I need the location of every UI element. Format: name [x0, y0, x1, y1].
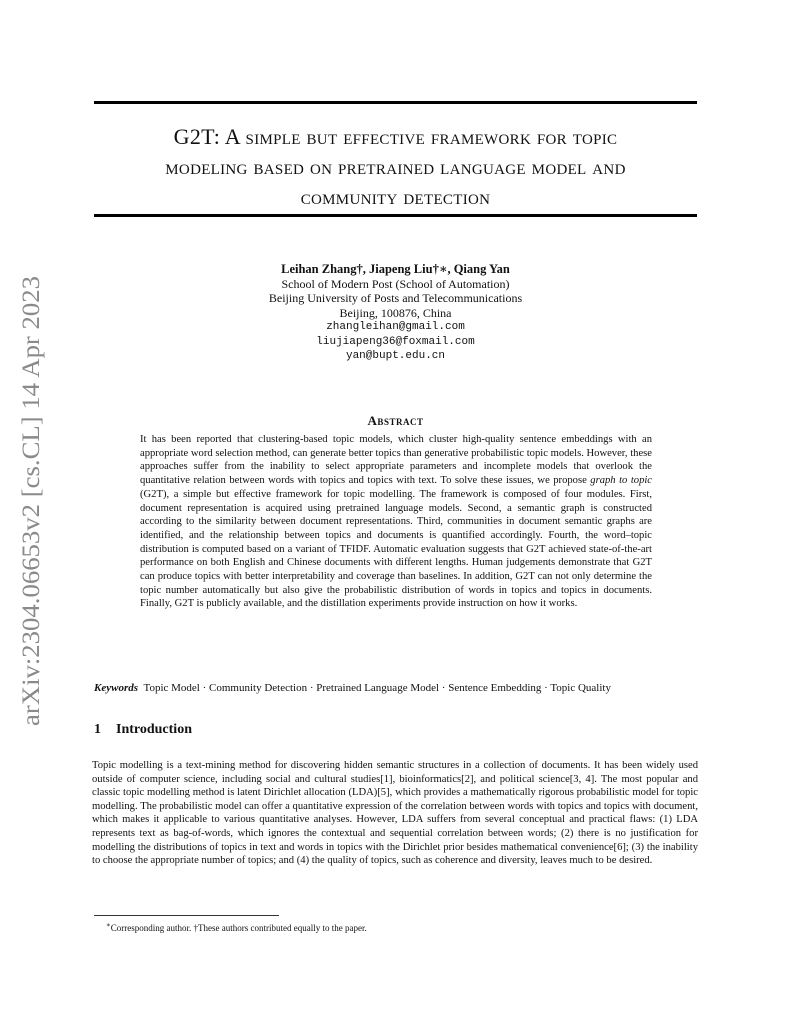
paper-title: [94, 122, 697, 212]
title-bottom-rule: [94, 214, 697, 217]
author-email-3[interactable]: yan@bupt.edu.cn: [345, 350, 446, 362]
title-line-3: community detection: [300, 184, 491, 209]
affiliation-university: Beijing University of Posts and Telecommunications: [268, 291, 523, 305]
footnote-rule: [94, 915, 279, 916]
author-email-2[interactable]: liujiapeng36@foxmail.com: [316, 335, 475, 348]
introduction-paragraph: Topic modelling is a text-mining method for discovering hidden semantic structures in a collection of documents. It has been widely used outside of computer science, including social and cultural studies[1], bioinformatics[2], and political science[3, 4]. The most popular and classic topic modelling method is latent Dirichlet allocation (LDA)[5], which provides a mathematically rigorous probabilistic model for topic modelling. The probabilistic model can offer a quantitative expression of the correlation between words with topics and topics with document, which makes it applicable to various quantitative analyses. However, LDA suffers from several conceptual and practical flaws: (1) LDA represents text as bag-of-words, which ignores the contextual and sequential correlation between words; (2) there is no justification for modelling the distributions of topics in text and words in topics with the Dirichlet prior besides mathematical convenience[6]; (3) the inability to choose the appropriate number of topics; and (4) the quality of topics, such as coherence and diversity, leaves much to be desired.: [92, 760, 698, 867]
author-block: [94, 262, 697, 364]
title-line-1: G2T: A simple but effective framework for topic: [173, 124, 618, 149]
footnote: [106, 921, 666, 933]
section-number: 1: [94, 722, 101, 737]
arxiv-id: arXiv:2304.06653v2 [cs.CL] 14 Apr 2023: [18, 305, 45, 726]
author-names: Leihan Zhang†, Jiapeng Liu†∗, Qiang Yan: [281, 262, 510, 276]
abstract-body: [140, 433, 652, 611]
title-line-2: modeling based on pretrained language model and: [165, 154, 626, 179]
keywords-text: Topic Model · Community Detection · Pretrained Language Model · Sentence Embedding · Topic Quality: [143, 682, 611, 694]
abstract-text-part-2: (G2T), a simple but effective framework for topic modelling. The framework is composed of four modules. First, document representation is acquired using pretrained language models. Second, a semantic graph is constructed according to the similarity between document representations. Third, communities in document semantic graphs are identified, and the relationship between topics and documents is quantified accordingly. Fourth, the word–topic distribution is computed based on a variant of TFIDF. Automatic evaluation suggests that G2T achieved state-of-the-art performance on both English and Chinese documents with different lengths. Human judgements demonstrate that G2T can produce topics with better interpretability and coverage than baselines. In addition, G2T can not only determine the topic number automatically but also give the probabilistic distribution of words in topics and topics in documents. Finally, G2T is publicly available, and the distillation experiments provide instruction on how it works.: [140, 488, 652, 610]
footnote-text: Corresponding author. †These authors contributed equally to the paper.: [110, 923, 367, 933]
author-email-1[interactable]: zhangleihan@gmail.com: [326, 321, 465, 333]
affiliation-address: Beijing, 100876, China: [339, 305, 452, 320]
abstract-text-part-1: It has been reported that clustering-based topic models, which cluster high-quality sentence embeddings with an appropriate word selection method, can generate better topics than generative probabilistic topic models. However, these approaches suffer from the inability to select appropriate parameters and incomplete models that overlook the quantitative relation between words with topics and topics with text. To solve these issues, we propose: [140, 434, 652, 487]
keywords-label: Keywords: [94, 682, 138, 694]
arxiv-stamp: [6, 276, 46, 726]
title-top-rule: [94, 101, 697, 104]
abstract-text-italic: graph to topic: [590, 475, 653, 487]
footnote-marker: ∗: [106, 921, 111, 929]
section-heading: [94, 722, 192, 738]
affiliation-school: School of Modern Post (School of Automation): [281, 276, 510, 291]
section-title: Introduction: [116, 722, 192, 737]
abstract-heading: Abstract: [367, 413, 424, 428]
keywords: [94, 682, 697, 694]
